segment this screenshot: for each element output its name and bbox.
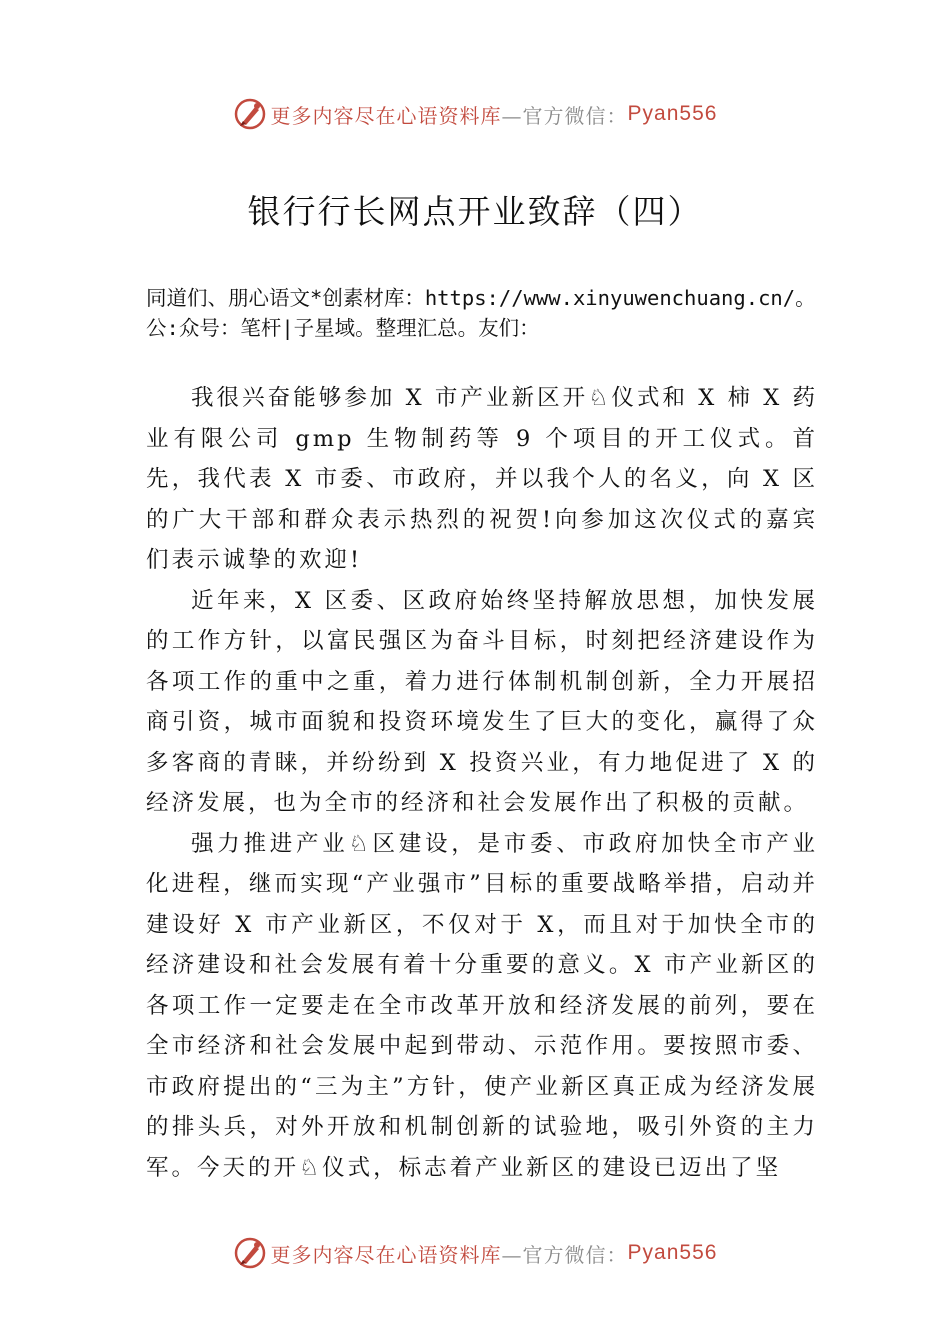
paragraph: 我很兴奋能够参加 X 市产业新区开♘仪式和 X 柿 X 药业有限公司 gmp 生物制药等 9 个项目的开工仪式。首先，我代表 X 市委、市政府，并以我个人的名义，向 X 区的广大干部和群众表示热烈的祝贺!向参加这次仪式的嘉宾们表示诚挚的欢迎! bbox=[146, 385, 818, 573]
banner-wechat-id: Pyan556 bbox=[627, 1241, 718, 1264]
banner-site-name: 更多内容尽在心语资料库 bbox=[270, 103, 502, 128]
banner-site-name: 更多内容尽在心语资料库 bbox=[270, 1242, 502, 1267]
paragraph: 近年来，X 区委、区政府始终坚持解放思想，加快发展的工作方针，以富民强区为奋斗目标，时刻把经济建设作为各项工作的重中之重，着力进行体制机制创新，全力开展招商引资，城市面貌和投资环境发生了巨大的变化，赢得了众多客商的青睐，并纷纷到 X 投资兴业，有力地促进了 X 的经济发展，也为全市的经济和社会发展作出了积极的贡献。 bbox=[146, 587, 818, 816]
banner-wechat-id: Pyan556 bbox=[627, 102, 718, 125]
header-banner bbox=[0, 94, 950, 134]
pen-nib-logo-icon bbox=[233, 97, 267, 131]
banner-wechat-label: —官方微信： bbox=[501, 1242, 628, 1267]
paragraph: 强力推进产业♘区建设，是市委、市政府加快全市产业化进程，继而实现“产业强市”目标的重要战略举措，启动并建设好 X 市产业新区，不仅对于 X，而且对于加快全市的经济建设和社会发展有着十分重要的意义。X 市产业新区的各项工作一定要走在全市改革开放和经济发展的前列，要在全市经济和社会发展中起到带动、示范作用。要按照市委、 市政府提出的“三为主”方针，使产业新区真正成为经济发展的排头兵，对外开放和机制创新的试验地，吸引外资的主力军。今天的开♘仪式，标志着产业新区的建设已迈出了坚 bbox=[146, 830, 818, 1181]
greeting-text: 同道们、朋心语文*创素材库：https://www.xinyuwenchuang.cn/。公:众号：笔杆|子星域。整理汇总。友们： bbox=[146, 286, 816, 340]
pen-nib-logo-icon bbox=[233, 1236, 267, 1270]
banner-wechat-label: —官方微信： bbox=[501, 103, 628, 128]
document-title: 银行行长网点开业致辞（四） bbox=[247, 192, 703, 231]
document-body bbox=[146, 378, 818, 1188]
footer-banner bbox=[0, 1233, 950, 1273]
